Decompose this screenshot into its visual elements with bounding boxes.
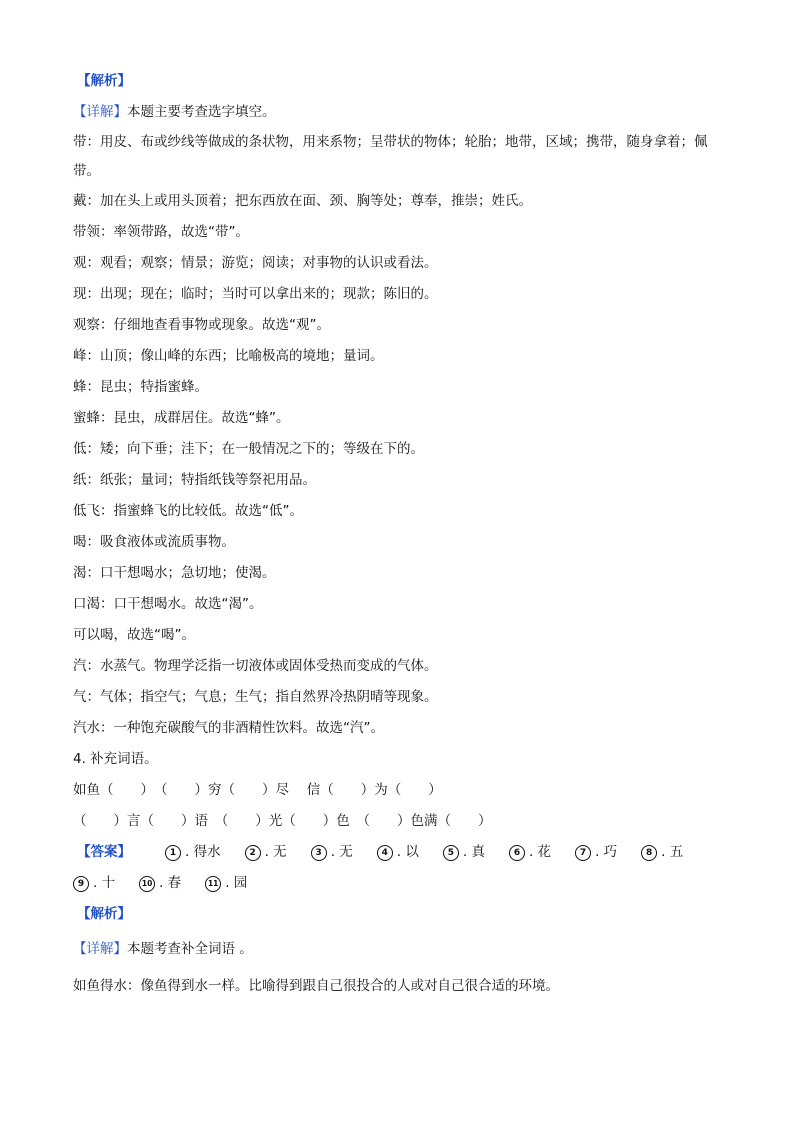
circled-number: 11 xyxy=(205,876,221,892)
explanation-line: 可以喝，故选“喝”。 xyxy=(73,627,195,643)
answer-item xyxy=(509,837,551,868)
answer-text: . 得水 xyxy=(185,844,221,860)
answer-item xyxy=(245,837,287,868)
circled-number: 3 xyxy=(311,845,327,861)
answer-text: . 十 xyxy=(93,875,116,891)
circled-number: 8 xyxy=(641,845,657,861)
answer-item xyxy=(205,868,247,899)
answer-text: . 巧 xyxy=(595,844,618,860)
detail-tag: 【详解】 xyxy=(73,104,127,120)
analysis-heading xyxy=(73,899,733,930)
analysis-label: 【解析】 xyxy=(77,906,131,922)
circled-number: 9 xyxy=(73,876,89,892)
explanation-line: 低：矮；向下垂；洼下；在一般情况之下的；等级在下的。 xyxy=(73,441,424,457)
explanation-line: 峰：山顶；像山峰的东西；比喻极高的境地；量词。 xyxy=(73,348,384,364)
question-blank-row: （ ）言（ ）语 （ ）光（ ）色 （ ）色满（ ） xyxy=(73,813,492,829)
answers-row xyxy=(73,868,733,899)
circled-number: 7 xyxy=(575,845,591,861)
answer-text: . 无 xyxy=(264,844,287,860)
document-page xyxy=(73,66,733,1002)
answer-text: . 花 xyxy=(528,844,552,860)
answer-item xyxy=(443,837,485,868)
explanation-line: 气：气体；指空气；气息；生气；指自然界冷热阴晴等现象。 xyxy=(73,689,438,705)
circled-number: 10 xyxy=(139,876,155,892)
analysis-heading xyxy=(73,66,733,97)
explanation-line: 低飞：指蜜蜂飞的比较低。故选“低”。 xyxy=(73,503,303,519)
circled-number: 2 xyxy=(245,845,261,861)
explanation-line: 观：观看；观察；情景；游览；阅读；对事物的认识或看法。 xyxy=(73,255,438,271)
answer-text: . 真 xyxy=(462,844,485,860)
answer-text: . 五 xyxy=(661,844,684,860)
explanation-line: 戴：加在头上或用头顶着；把东西放在面、颈、胸等处；尊奉，推崇；姓氏。 xyxy=(73,193,532,209)
explanation-line: 如鱼得水：像鱼得到水一样。比喻得到跟自己很投合的人或对自己很合适的环境。 xyxy=(73,978,559,994)
answer-item xyxy=(575,837,617,868)
explanation-line: 观察：仔细地查看事物或现象。故选“观”。 xyxy=(73,317,330,333)
answer-text: . 园 xyxy=(225,875,248,891)
analysis-label: 【解析】 xyxy=(77,73,131,89)
question-blank-row: 如鱼（ ） （ ）穷（ ）尽 信（ ）为（ ） xyxy=(73,782,442,798)
answer-item xyxy=(73,868,115,899)
circled-number: 5 xyxy=(443,845,459,861)
question-title: 4. 补充词语。 xyxy=(73,751,158,767)
explanation-line: 带领：率领带路，故选“带”。 xyxy=(73,224,249,240)
detail-text: 本题考查补全词语 。 xyxy=(127,941,253,957)
explanation-line: 现：出现；现在；临时；当时可以拿出来的；现款；陈旧的。 xyxy=(73,286,438,302)
explanation-line: 喝：吸食液体或流质事物。 xyxy=(73,534,235,550)
circled-number: 4 xyxy=(377,845,393,861)
detail-line xyxy=(73,97,733,128)
circled-number: 1 xyxy=(165,845,181,861)
detail-text: 本题主要考查选字填空。 xyxy=(127,104,276,120)
answer-item xyxy=(377,837,419,868)
detail-tag: 【详解】 xyxy=(73,941,127,957)
explanation-line: 带：用皮、布或纱线等做成的条状物，用来系物；呈带状的物体；轮胎；地带，区域；携带，随身拿着；佩带。 xyxy=(73,134,708,179)
explanation-line: 渴：口干想喝水；急切地；使渴。 xyxy=(73,565,276,581)
detail-line xyxy=(73,934,733,965)
answer-text: . 春 xyxy=(159,875,182,891)
answers-row xyxy=(73,837,733,868)
explanation-line: 口渴：口干想喝水。故选“渴”。 xyxy=(73,596,263,612)
answer-label: 【答案】 xyxy=(77,844,131,860)
answer-item xyxy=(311,837,353,868)
explanation-line: 蜜蜂：昆虫，成群居住。故选“蜂”。 xyxy=(73,410,290,426)
explanation-line: 纸：纸张；量词；特指纸钱等祭祀用品。 xyxy=(73,472,316,488)
explanation-line: 蜂：昆虫；特指蜜蜂。 xyxy=(73,379,208,395)
answer-item xyxy=(165,837,221,868)
explanation-line: 汽：水蒸气。物理学泛指一切液体或固体受热而变成的气体。 xyxy=(73,658,438,674)
answer-item xyxy=(641,837,683,868)
circled-number: 6 xyxy=(509,845,525,861)
answer-text: . 无 xyxy=(330,844,353,860)
explanation-line: 汽水：一种饱充碳酸气的非酒精性饮料。故选“汽”。 xyxy=(73,720,384,736)
answer-item xyxy=(139,868,181,899)
answer-text: . 以 xyxy=(396,844,419,860)
